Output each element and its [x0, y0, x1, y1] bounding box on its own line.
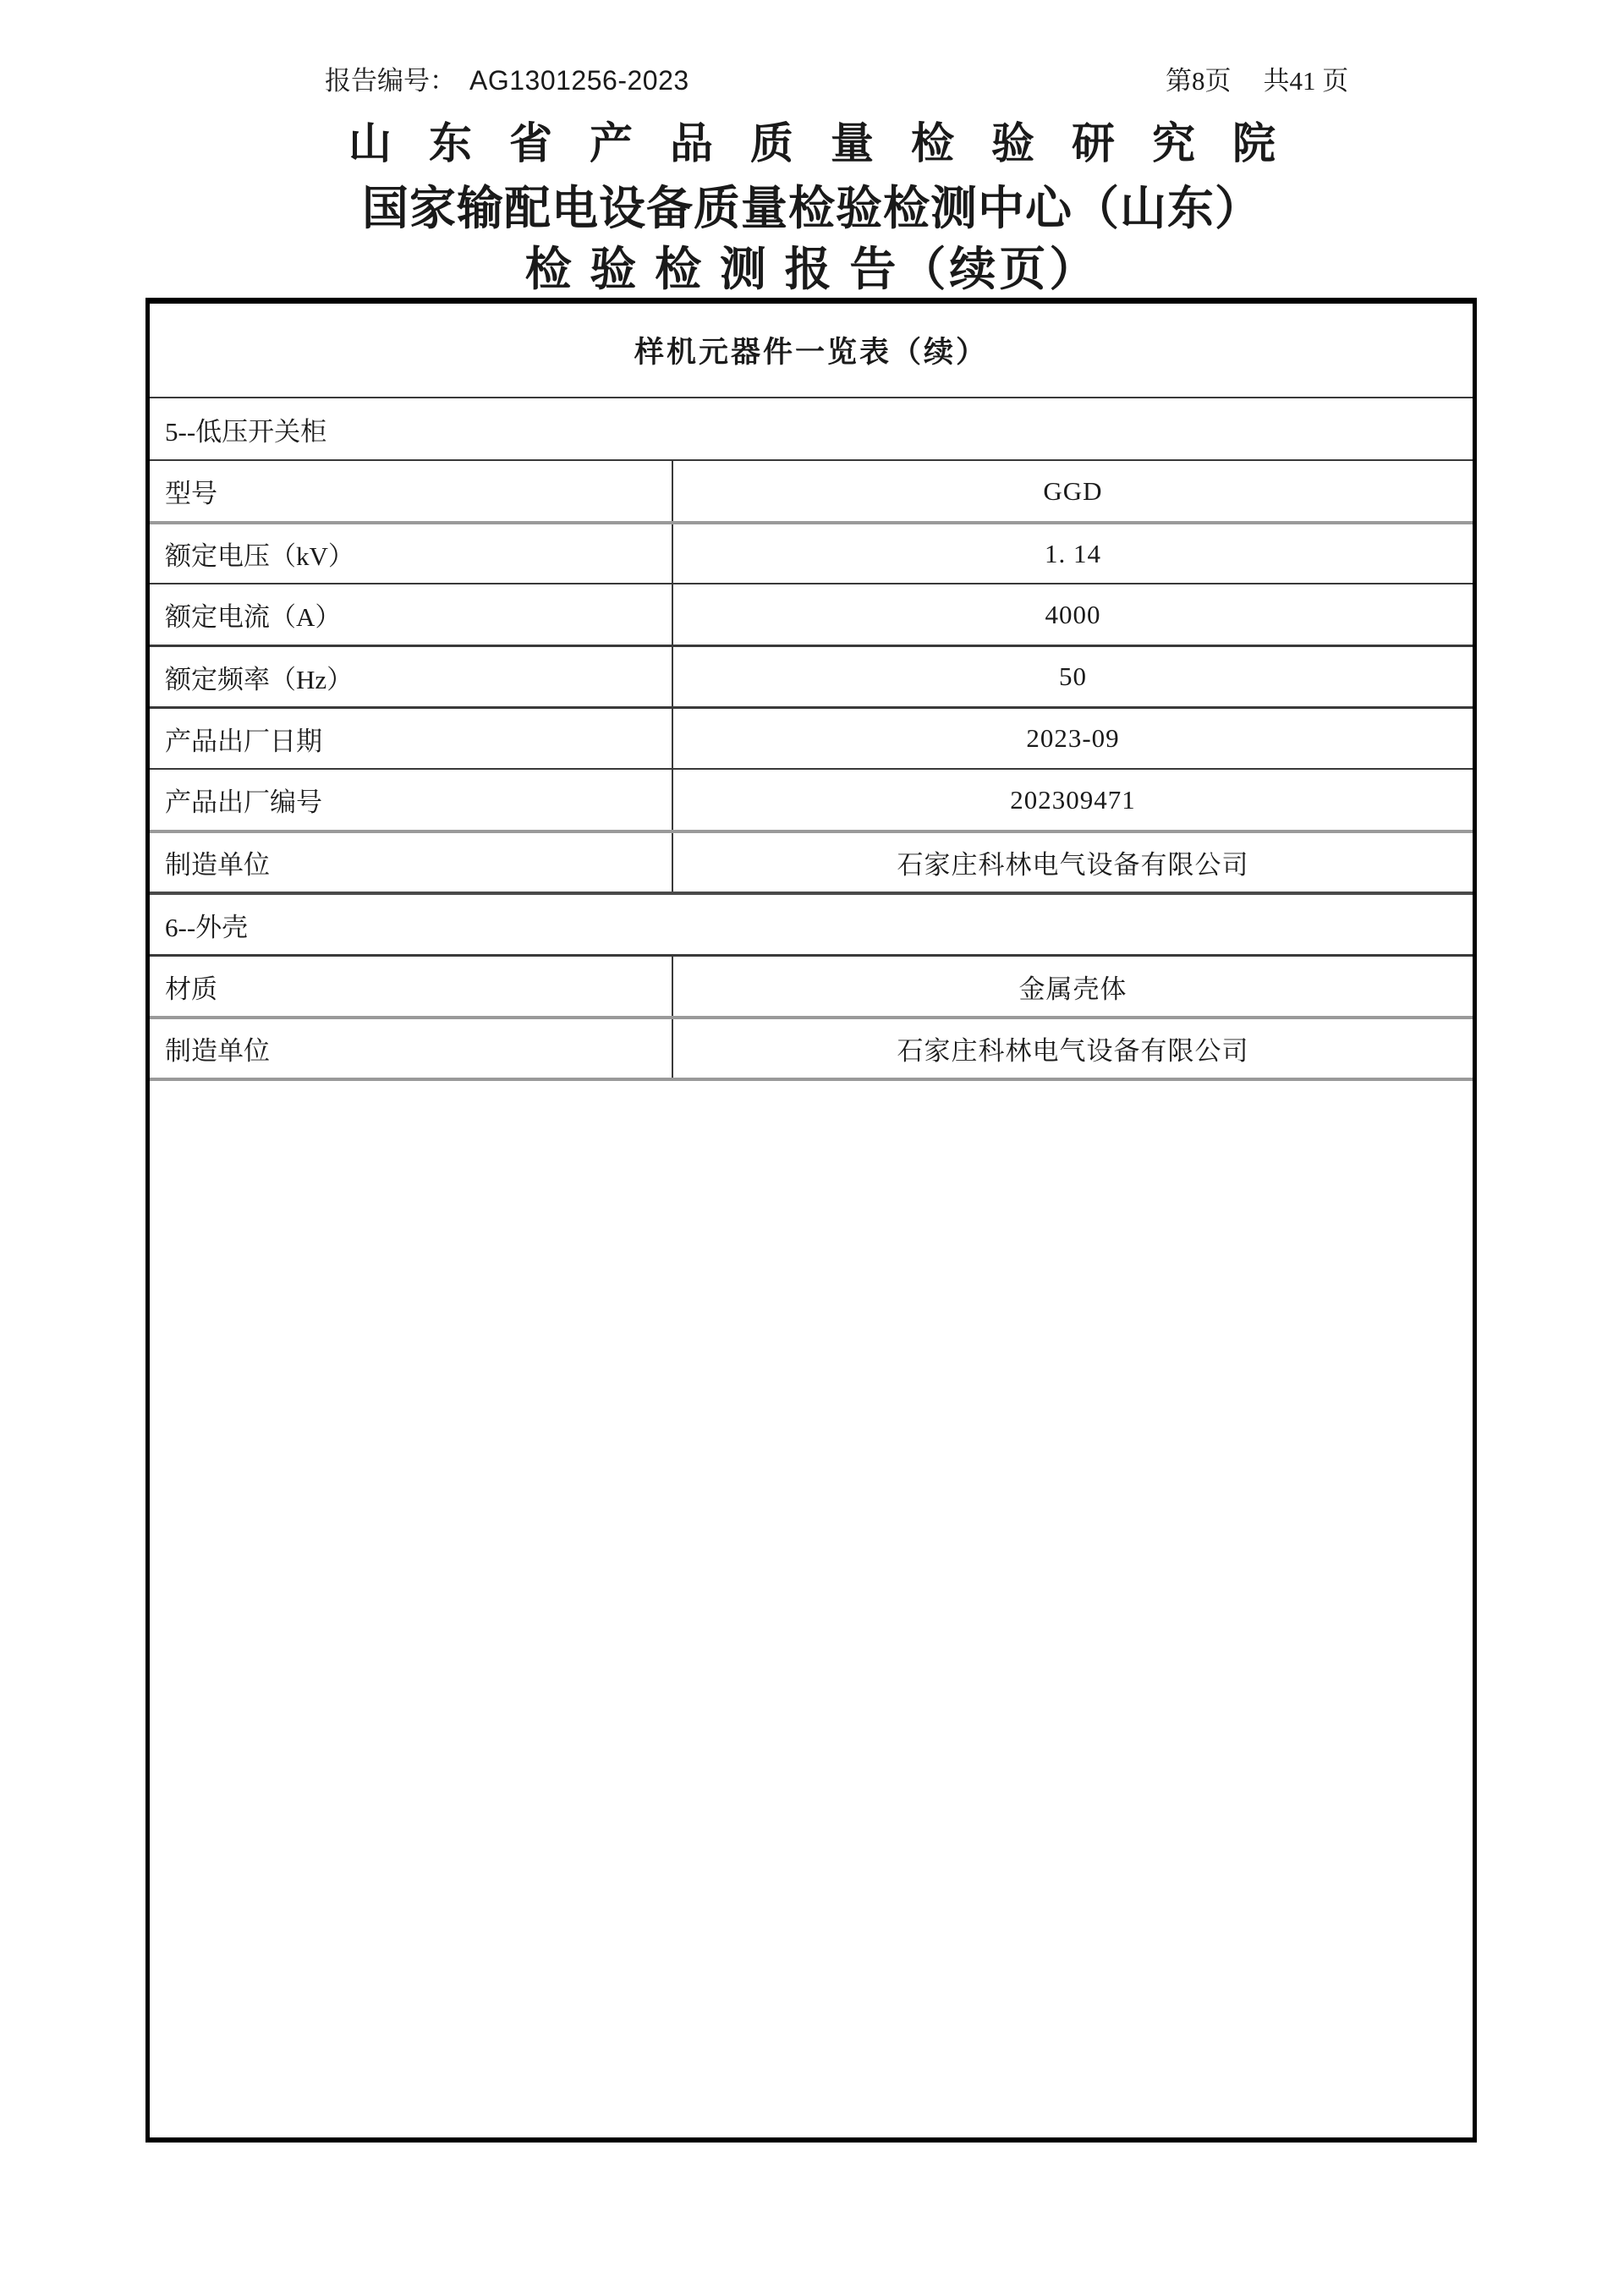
- table-row-material: [150, 954, 1473, 1016]
- row-value: 202309471: [1010, 784, 1136, 815]
- section-heading-6: [150, 892, 1473, 954]
- report-title: 检 验 检 测 报 告（续页）: [524, 244, 1100, 295]
- component-list-table: [145, 298, 1477, 2143]
- section-heading-6-text: 6--外壳: [165, 912, 249, 942]
- page-total: 共41 页: [1263, 66, 1349, 96]
- row-label: 额定电压（kV）: [150, 524, 673, 583]
- row-value: 4000: [1045, 599, 1101, 629]
- table-row-model: [150, 459, 1473, 521]
- table-row-rated-current: [150, 583, 1473, 645]
- page-indicator: [1166, 59, 1348, 97]
- row-label: 额定频率（Hz）: [150, 647, 673, 706]
- report-number-value: AG1301256-2023: [469, 65, 689, 96]
- row-value: 金属壳体: [1018, 974, 1127, 1004]
- table-row-factory-date: [150, 706, 1473, 768]
- row-value: 2023-09: [1026, 723, 1120, 753]
- row-value: 石家庄科林电气设备有限公司: [897, 1036, 1249, 1066]
- table-row-manufacturer-2: [150, 1016, 1473, 1078]
- section-heading-5-text: 5--低压开关柜: [165, 416, 327, 447]
- table-row-factory-number: [150, 768, 1473, 830]
- table-row-rated-voltage: [150, 521, 1473, 583]
- table-empty-area: [150, 1078, 1473, 2137]
- report-number: [325, 59, 689, 97]
- row-label: 制造单位: [150, 1019, 673, 1078]
- section-heading-5: [150, 397, 1473, 459]
- row-value: 50: [1059, 661, 1087, 691]
- org-title-line1: 山东省产品质量检验研究院: [348, 121, 1313, 168]
- org-title-line2: 国家输配电设备质量检验检测中心（山东）: [361, 183, 1262, 234]
- table-row-rated-frequency: [150, 645, 1473, 706]
- row-label: 产品出厂编号: [150, 770, 673, 830]
- page-header: [0, 59, 1624, 96]
- table-title: 样机元器件一览表（续）: [634, 336, 988, 369]
- row-label: 产品出厂日期: [150, 709, 673, 768]
- row-label: 制造单位: [150, 833, 673, 892]
- row-label: 材质: [150, 957, 673, 1016]
- report-number-label: 报告编号：: [325, 66, 456, 96]
- row-value: 石家庄科林电气设备有限公司: [897, 850, 1249, 880]
- row-value: GGD: [1043, 475, 1103, 506]
- row-label: 型号: [150, 461, 673, 521]
- table-row-manufacturer-1: [150, 830, 1473, 892]
- row-label: 额定电流（A）: [150, 584, 673, 645]
- page-current: 第8页: [1166, 66, 1232, 96]
- row-value: 1. 14: [1045, 538, 1101, 568]
